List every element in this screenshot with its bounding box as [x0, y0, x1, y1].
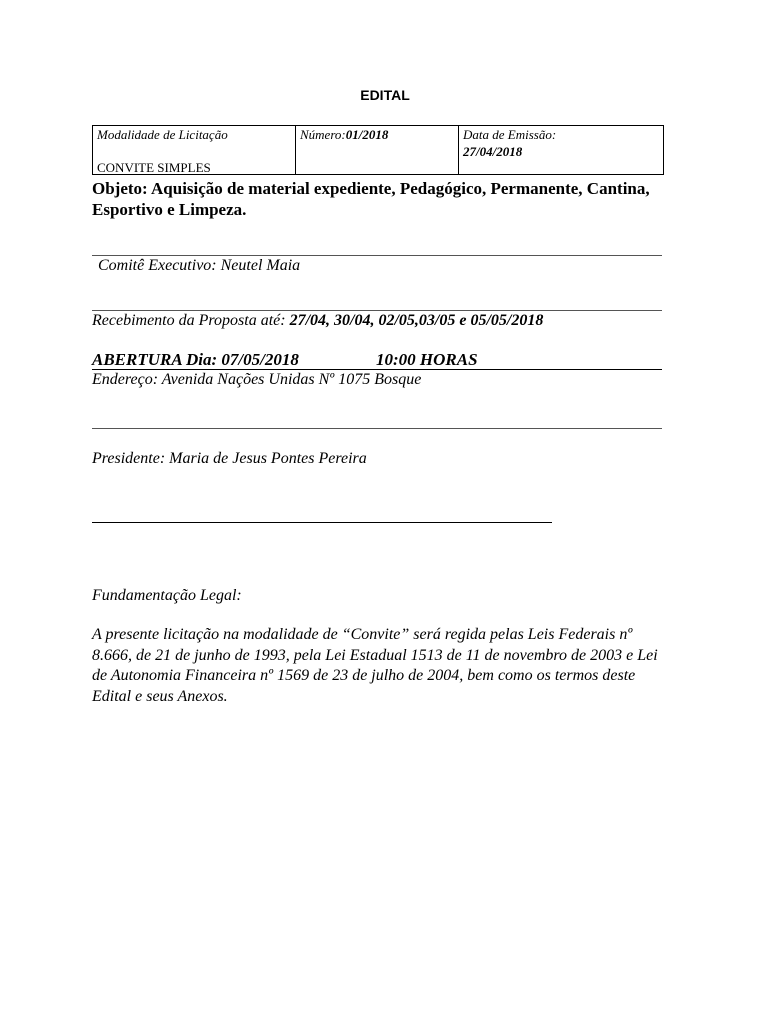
- recebimento-value: 27/04, 30/04, 02/05,03/05 e 05/05/2018: [289, 312, 544, 329]
- document-title: EDITAL: [360, 87, 410, 103]
- recebimento-label: Recebimento da Proposta até:: [92, 312, 290, 329]
- comite-text: Comitê Executivo: Neutel Maia: [98, 257, 301, 274]
- divider-line: [92, 428, 662, 429]
- abertura-time: 10:00 HORAS: [376, 350, 478, 369]
- signature-line: [92, 522, 552, 523]
- endereco-text: Endereço: Avenida Nações Unidas Nº 1075 Bosque: [92, 371, 422, 388]
- abertura-date: ABERTURA Dia: 07/05/2018: [92, 350, 299, 369]
- info-table: [92, 125, 664, 175]
- fundamentacao-text: A presente licitação na modalidade de “Convite” será regida pelas Leis Federais nº 8.666, de 21 de junho de 1993, pela Lei Estadual 1513 de 11 de novembro de 2003 e Lei de Autonomia Financeira nº 1569 de 23 de julho de 2004, bem como os termos deste Edital e seus Anexos.: [92, 626, 658, 705]
- data-emissao-cell: [458, 126, 663, 174]
- fundamentacao-label: Fundamentação Legal:: [92, 587, 242, 604]
- data-emissao-value: 27/04/2018: [463, 144, 523, 159]
- presidente-text: Presidente: Maria de Jesus Pontes Pereira: [92, 450, 367, 467]
- numero-value: 01/2018: [345, 127, 389, 142]
- abertura-line: [92, 350, 662, 370]
- data-emissao-label: Data de Emissão:: [463, 127, 557, 142]
- numero-label: Número:: [300, 127, 346, 142]
- modalidade-label: Modalidade de Licitação: [97, 127, 228, 142]
- numero-text: [300, 127, 388, 143]
- recebimento-text: [92, 312, 543, 330]
- modalidade-value: CONVITE SIMPLES: [97, 160, 211, 175]
- divider-line: [92, 255, 662, 256]
- divider-line: [92, 310, 662, 311]
- modalidade-cell: [93, 126, 295, 174]
- numero-cell: [295, 126, 458, 174]
- objeto-text: Objeto: Aquisição de material expediente, Pedagógico, Permanente, Cantina, Esportivo e Limpeza.: [92, 179, 650, 219]
